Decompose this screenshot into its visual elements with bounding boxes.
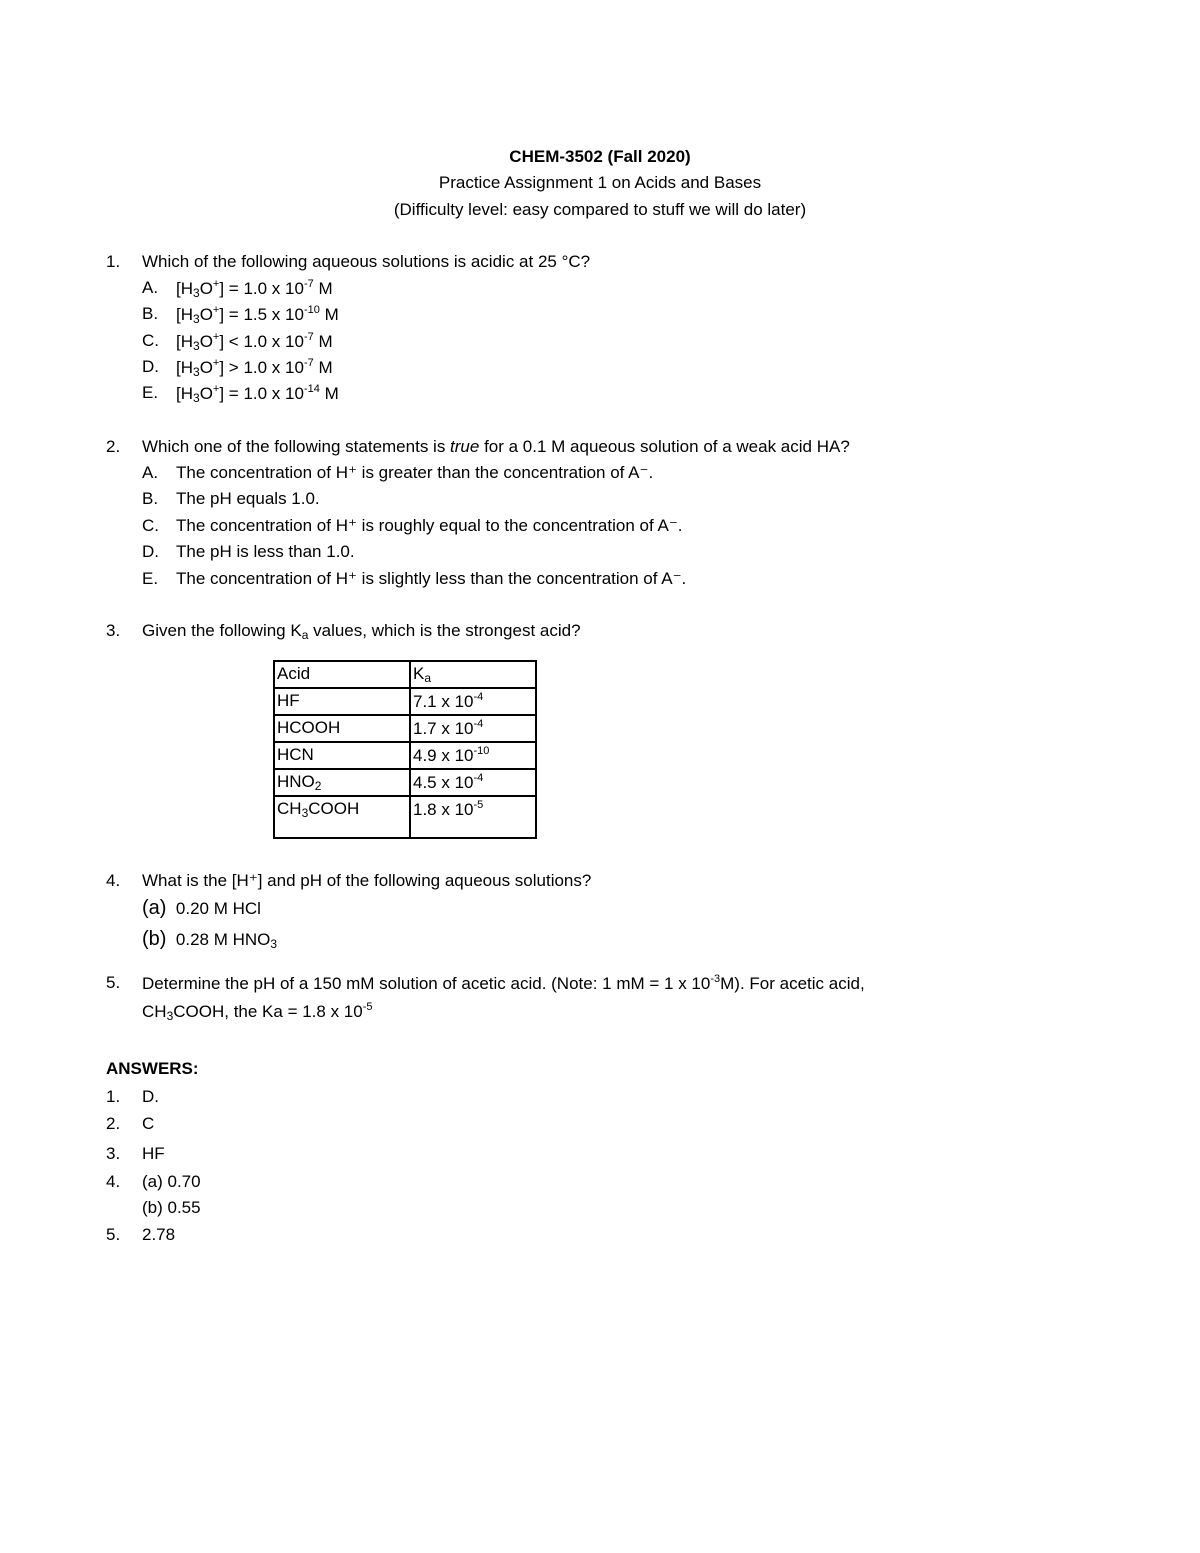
- q5-line1-exp: -3: [710, 973, 721, 985]
- ka-header-k-sub: a: [424, 671, 432, 685]
- q3-text: [142, 622, 581, 641]
- q1-option-relation: ] = 1.5 x 10: [219, 305, 304, 324]
- answer-text: D.: [142, 1087, 159, 1106]
- q2-option-letter: E.: [142, 569, 159, 588]
- ka-header-acid: Acid: [274, 661, 410, 688]
- ka-value: 1.8 x 10: [413, 800, 474, 819]
- q1-number: 1.: [106, 252, 121, 271]
- q2-text-post: for a 0.1 M aqueous solution of a weak acid HA?: [479, 437, 850, 456]
- ka-exponent: -4: [473, 772, 484, 784]
- q1-option-sub: 3: [193, 391, 200, 405]
- ka-acid-name: HNO: [277, 772, 315, 791]
- ka-acid-cell: [274, 715, 410, 742]
- ka-acid-name: CH: [277, 799, 302, 818]
- ka-value-cell: [410, 715, 536, 742]
- ka-exponent: -4: [473, 691, 484, 703]
- answer-number: 5.: [106, 1225, 121, 1244]
- q1-option-sub: 3: [193, 312, 200, 326]
- q1-option-exponent: -7: [303, 331, 314, 343]
- q5-line1-pre: Determine the pH of a 150 mM solution of acetic acid. (Note: 1 mM = 1 x 10: [142, 974, 711, 993]
- answer-number: 1.: [106, 1087, 121, 1106]
- q5-line2-exp: -5: [362, 1001, 373, 1013]
- q1-text: Which of the following aqueous solutions is acidic at 25 °C?: [142, 252, 591, 271]
- answer-number: 4.: [106, 1172, 121, 1191]
- q1-option-relation: ] = 1.0 x 10: [219, 384, 304, 403]
- q1-option-charge: +: [212, 331, 220, 343]
- q1-option-mid: O: [199, 279, 213, 298]
- ka-acid-name: HF: [277, 691, 300, 710]
- ka-exponent: -4: [473, 718, 484, 730]
- q1-option-text: [176, 279, 333, 299]
- q1-option-text: [176, 332, 333, 352]
- q1-option-pre: [H: [176, 332, 193, 351]
- ka-value-cell: [410, 769, 536, 796]
- difficulty-note: (Difficulty level: easy compared to stuff we will do later): [393, 200, 807, 219]
- q2-option-text: The concentration of H⁺ is roughly equal to the concentration of A⁻.: [176, 516, 683, 535]
- q1-option-pre: [H: [176, 305, 193, 324]
- ka-acid-name: HCN: [277, 745, 314, 764]
- q1-option-sub: 3: [193, 365, 200, 379]
- assignment-title: Practice Assignment 1 on Acids and Bases: [438, 173, 762, 192]
- q1-option-letter: E.: [142, 383, 159, 402]
- q1-option-unit: M: [313, 358, 333, 377]
- q1-option-letter: A.: [142, 278, 159, 297]
- answer-text: (a) 0.70: [142, 1172, 201, 1191]
- ka-value: 4.9 x 10: [413, 746, 474, 765]
- q3-text-pre: Given the following K: [142, 621, 302, 640]
- q2-text-emphasis: true: [450, 437, 480, 456]
- q5-number: 5.: [106, 973, 121, 992]
- ka-acid-sub: 2: [314, 779, 322, 793]
- ka-value-cell: [410, 796, 536, 838]
- q4-part-a: [142, 898, 261, 918]
- ka-table-header-row: [274, 661, 536, 688]
- ka-header-k: [410, 661, 536, 688]
- q1-option-unit: M: [313, 279, 333, 298]
- q3-text-sub: a: [301, 628, 309, 642]
- q2-option-text: The concentration of H⁺ is slightly less than the concentration of A⁻.: [176, 569, 687, 588]
- ka-acid-cell: [274, 688, 410, 715]
- q1-option-pre: [H: [176, 384, 193, 403]
- q2-option-letter: D.: [142, 542, 159, 561]
- q3-number: 3.: [106, 621, 121, 640]
- q4-b-text: 0.28 M HNO: [175, 930, 271, 949]
- ka-acid-cell: [274, 796, 410, 838]
- q1-option-mid: O: [199, 384, 213, 403]
- q1-option-sub: 3: [193, 339, 200, 353]
- ka-acid-name: HCOOH: [277, 718, 341, 737]
- ka-acid-post: COOH: [308, 799, 360, 818]
- q1-option-unit: M: [319, 384, 339, 403]
- q1-option-mid: O: [199, 305, 213, 324]
- q1-option-text: [176, 358, 333, 378]
- q2-option-text: The pH equals 1.0.: [176, 489, 320, 508]
- q2-text-pre: Which one of the following statements is: [142, 437, 451, 456]
- q1-option-letter: C.: [142, 331, 159, 350]
- q4-part-b: [142, 929, 277, 950]
- course-title: CHEM-3502 (Fall 2020): [509, 147, 691, 166]
- q1-option-letter: B.: [142, 304, 159, 323]
- q1-option-charge: +: [212, 304, 220, 316]
- ka-acid-sub: 3: [301, 806, 309, 820]
- q5-line2-mid: COOH, the Ka = 1.8 x 10: [173, 1002, 363, 1021]
- q1-option-sub: 3: [193, 286, 200, 300]
- q1-option-unit: M: [319, 305, 339, 324]
- q5-line1: [142, 974, 865, 992]
- q1-option-pre: [H: [176, 358, 193, 377]
- ka-value: 1.7 x 10: [413, 719, 474, 738]
- q1-option-charge: +: [212, 357, 220, 369]
- q2-option-letter: B.: [142, 489, 159, 508]
- ka-table-row: [274, 715, 536, 742]
- ka-acid-cell: [274, 769, 410, 796]
- ka-header-k-text: K: [413, 664, 425, 683]
- q4-number: 4.: [106, 871, 121, 890]
- q2-option-text: The pH is less than 1.0.: [176, 542, 355, 561]
- answer-text: (b) 0.55: [142, 1198, 201, 1217]
- q3-text-post: values, which is the strongest acid?: [308, 621, 581, 640]
- ka-value-cell: [410, 688, 536, 715]
- q1-option-pre: [H: [176, 279, 193, 298]
- q1-option-text: [176, 305, 339, 325]
- q5-line2: [142, 1002, 373, 1022]
- ka-value-cell: [410, 742, 536, 769]
- q1-option-exponent: -14: [303, 383, 320, 395]
- q5-line1-post: M). For acetic acid,: [720, 974, 865, 993]
- ka-table-row: [274, 688, 536, 715]
- answer-number: 2.: [106, 1114, 121, 1133]
- q4-b-label: (b): [142, 928, 167, 950]
- ka-table-row: [274, 742, 536, 769]
- answers-heading: ANSWERS:: [106, 1059, 199, 1078]
- q2-option-text: The concentration of H⁺ is greater than the concentration of A⁻.: [176, 463, 654, 482]
- q1-option-relation: ] = 1.0 x 10: [219, 279, 304, 298]
- q1-option-exponent: -7: [303, 357, 314, 369]
- ka-exponent: -10: [473, 745, 490, 757]
- answer-text: 2.78: [142, 1225, 176, 1244]
- ka-acid-cell: [274, 742, 410, 769]
- q1-option-charge: +: [212, 278, 220, 290]
- q4-text: What is the [H⁺] and pH of the following aqueous solutions?: [142, 871, 592, 890]
- q1-option-relation: ] < 1.0 x 10: [219, 332, 304, 351]
- q1-option-mid: O: [199, 358, 213, 377]
- q2-option-letter: C.: [142, 516, 159, 535]
- q1-option-text: [176, 384, 339, 404]
- ka-table-row: [274, 796, 536, 838]
- q4-a-text: 0.20 M HCl: [175, 899, 261, 918]
- answer-text: C: [142, 1114, 155, 1133]
- ka-table: [273, 660, 537, 839]
- q1-option-mid: O: [199, 332, 213, 351]
- q1-option-charge: +: [212, 383, 220, 395]
- q1-option-exponent: -7: [303, 278, 314, 290]
- ka-exponent: -5: [473, 799, 484, 811]
- q2-text: [142, 438, 850, 455]
- q5-line2-sub: 3: [166, 1009, 174, 1023]
- answer-text: HF: [142, 1144, 165, 1163]
- q5-line2-pre: CH: [142, 1002, 167, 1021]
- q4-a-label: (a): [142, 897, 167, 919]
- q2-option-letter: A.: [142, 463, 159, 482]
- q1-option-letter: D.: [142, 357, 159, 376]
- q2-number: 2.: [106, 437, 121, 456]
- q4-b-sub: 3: [270, 937, 278, 951]
- q1-option-unit: M: [313, 332, 333, 351]
- ka-value: 7.1 x 10: [413, 692, 474, 711]
- ka-table-row: [274, 769, 536, 796]
- answer-number: 3.: [106, 1144, 121, 1163]
- q1-option-relation: ] > 1.0 x 10: [219, 358, 304, 377]
- ka-value: 4.5 x 10: [413, 773, 474, 792]
- q1-option-exponent: -10: [303, 304, 320, 316]
